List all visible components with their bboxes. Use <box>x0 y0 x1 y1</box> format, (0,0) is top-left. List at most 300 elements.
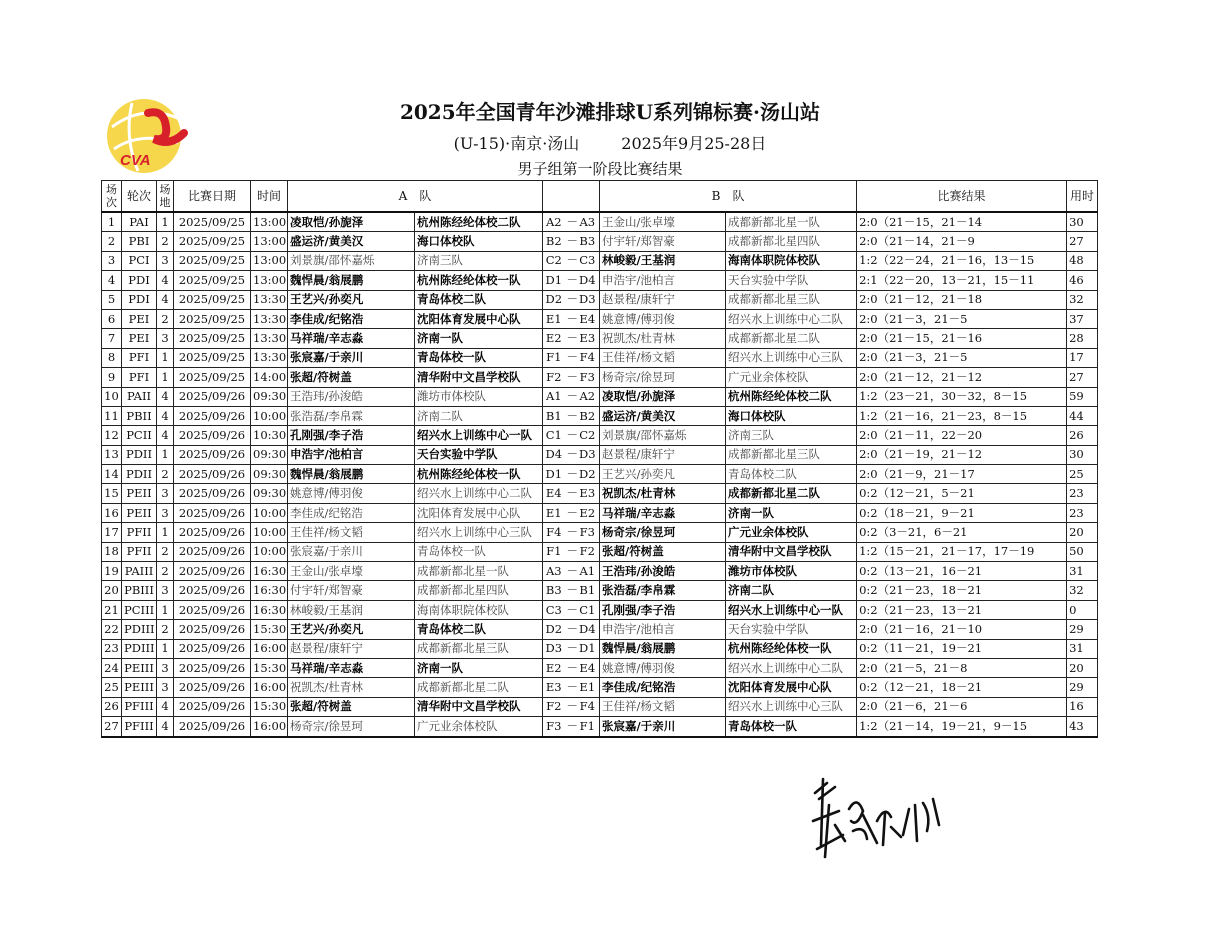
team-b-name: 海口体校队 <box>726 406 857 425</box>
team-b-name: 天台实验中学队 <box>726 271 857 290</box>
round: PAII <box>122 387 157 406</box>
team-a-name: 济南三队 <box>415 251 543 270</box>
team-b-code: E4 <box>576 309 600 328</box>
table-row <box>102 484 1098 503</box>
match-result: 0:2（12－21，18－21 <box>857 678 1067 697</box>
table-row <box>102 658 1098 677</box>
match-no: 20 <box>102 581 122 600</box>
table-row <box>102 503 1098 522</box>
match-result: 0:2（12－21，5－21 <box>857 484 1067 503</box>
team-b-players: 王金山/张卓壕 <box>600 212 726 232</box>
round: PCIII <box>122 600 157 619</box>
court: 3 <box>157 581 174 600</box>
match-result: 2:0（21－15，21－14 <box>857 212 1067 232</box>
match-no: 17 <box>102 523 122 542</box>
team-a-code: D3 <box>543 639 565 658</box>
team-a-players: 申浩宇/池柏言 <box>288 445 415 464</box>
court: 2 <box>157 232 174 251</box>
page-title: 2025年全国青年沙滩排球U系列锦标赛·汤山站 <box>399 100 821 124</box>
court: 4 <box>157 426 174 445</box>
team-a-name: 杭州陈经纶体校一队 <box>415 465 543 484</box>
team-b-players: 付宇轩/郑智豪 <box>600 232 726 251</box>
match-date: 2025/09/26 <box>174 406 251 425</box>
vs-separator: － <box>565 348 576 367</box>
team-b-name: 青岛体校二队 <box>726 465 857 484</box>
match-duration: 20 <box>1067 658 1098 677</box>
round: PEII <box>122 484 157 503</box>
col-team-a: A 队 <box>288 181 543 213</box>
table-row <box>102 271 1098 290</box>
table-row <box>102 406 1098 425</box>
match-result: 2:0（21－14，21－9 <box>857 232 1067 251</box>
col-vs <box>543 181 600 213</box>
team-b-name: 绍兴水上训练中心一队 <box>726 600 857 619</box>
team-a-code: E4 <box>543 484 565 503</box>
team-a-code: B3 <box>543 581 565 600</box>
match-time: 10:00 <box>251 503 288 522</box>
team-a-code: D2 <box>543 620 565 639</box>
team-a-name: 济南一队 <box>415 658 543 677</box>
team-b-name: 成都新都北星三队 <box>726 445 857 464</box>
match-result: 1:2（22－24，21－16，13－15 <box>857 251 1067 270</box>
team-a-code: A3 <box>543 562 565 581</box>
team-b-name: 潍坊市体校队 <box>726 562 857 581</box>
match-date: 2025/09/25 <box>174 232 251 251</box>
team-a-name: 青岛体校一队 <box>415 348 543 367</box>
court: 2 <box>157 620 174 639</box>
court: 2 <box>157 309 174 328</box>
match-duration: 31 <box>1067 562 1098 581</box>
team-a-players: 张浩磊/李帛霖 <box>288 406 415 425</box>
court: 3 <box>157 678 174 697</box>
team-b-name: 成都新都北星二队 <box>726 484 857 503</box>
match-no: 24 <box>102 658 122 677</box>
team-a-code: F4 <box>543 523 565 542</box>
signature <box>805 765 950 860</box>
col-team-b: B 队 <box>600 181 857 213</box>
match-no: 25 <box>102 678 122 697</box>
team-b-name: 济南三队 <box>726 426 857 445</box>
match-time: 10:00 <box>251 406 288 425</box>
match-time: 13:30 <box>251 290 288 309</box>
team-b-players: 申浩宇/池柏言 <box>600 271 726 290</box>
team-b-name: 绍兴水上训练中心三队 <box>726 348 857 367</box>
team-b-players: 张宸嘉/于亲川 <box>600 717 726 737</box>
vs-separator: － <box>565 620 576 639</box>
team-a-players: 张宸嘉/于亲川 <box>288 348 415 367</box>
round: PDII <box>122 445 157 464</box>
team-a-name: 成都新都北星一队 <box>415 562 543 581</box>
match-date: 2025/09/25 <box>174 348 251 367</box>
team-b-code: E1 <box>576 678 600 697</box>
results-body <box>102 212 1098 737</box>
match-duration: 48 <box>1067 251 1098 270</box>
match-result: 0:2（11－21，19－21 <box>857 639 1067 658</box>
court: 3 <box>157 658 174 677</box>
team-a-code: E3 <box>543 678 565 697</box>
team-a-code: D4 <box>543 445 565 464</box>
vs-separator: － <box>565 309 576 328</box>
court: 1 <box>157 212 174 232</box>
team-a-players: 马祥瑞/辛志淼 <box>288 329 415 348</box>
team-a-players: 凌取恺/孙旎泽 <box>288 212 415 232</box>
vs-separator: － <box>565 581 576 600</box>
match-date: 2025/09/26 <box>174 678 251 697</box>
team-b-name: 成都新都北星二队 <box>726 329 857 348</box>
court: 3 <box>157 329 174 348</box>
match-no: 23 <box>102 639 122 658</box>
match-date: 2025/09/25 <box>174 271 251 290</box>
team-a-name: 沈阳体育发展中心队 <box>415 503 543 522</box>
vs-separator: － <box>565 251 576 270</box>
match-date: 2025/09/25 <box>174 251 251 270</box>
vs-separator: － <box>565 503 576 522</box>
team-b-code: D1 <box>576 639 600 658</box>
team-b-code: D3 <box>576 445 600 464</box>
match-duration: 30 <box>1067 445 1098 464</box>
team-b-code: A3 <box>576 212 600 232</box>
team-b-name: 成都新都北星四队 <box>726 232 857 251</box>
match-date: 2025/09/26 <box>174 620 251 639</box>
team-b-code: B2 <box>576 406 600 425</box>
round: PBI <box>122 232 157 251</box>
match-date: 2025/09/26 <box>174 387 251 406</box>
team-b-name: 绍兴水上训练中心三队 <box>726 697 857 716</box>
match-duration: 20 <box>1067 523 1098 542</box>
vs-separator: － <box>565 639 576 658</box>
team-a-code: A1 <box>543 387 565 406</box>
match-time: 13:00 <box>251 232 288 251</box>
vs-separator: － <box>565 387 576 406</box>
team-b-code: C2 <box>576 426 600 445</box>
vs-separator: － <box>565 562 576 581</box>
team-b-players: 王艺兴/孙奕凡 <box>600 465 726 484</box>
match-no: 2 <box>102 232 122 251</box>
team-b-players: 祝凯杰/杜青林 <box>600 329 726 348</box>
team-a-code: C2 <box>543 251 565 270</box>
vs-separator: － <box>565 290 576 309</box>
vs-separator: － <box>565 542 576 561</box>
vs-separator: － <box>565 678 576 697</box>
team-b-players: 姚意博/傅羽俊 <box>600 658 726 677</box>
match-result: 1:2（23－21，30－32，8－15 <box>857 387 1067 406</box>
match-duration: 37 <box>1067 309 1098 328</box>
round: PBII <box>122 406 157 425</box>
vs-separator: － <box>565 329 576 348</box>
court: 1 <box>157 523 174 542</box>
round: PDI <box>122 290 157 309</box>
subtitle-line <box>0 131 1210 154</box>
team-a-code: F3 <box>543 717 565 737</box>
team-b-code: A2 <box>576 387 600 406</box>
team-b-players: 林峻毅/王基润 <box>600 251 726 270</box>
match-no: 15 <box>102 484 122 503</box>
table-row <box>102 620 1098 639</box>
round: PDI <box>122 271 157 290</box>
team-a-code: F2 <box>543 697 565 716</box>
round: PCI <box>122 251 157 270</box>
table-row <box>102 251 1098 270</box>
match-time: 16:00 <box>251 639 288 658</box>
match-result: 2:0（21－12，21－12 <box>857 368 1067 387</box>
match-no: 10 <box>102 387 122 406</box>
team-a-name: 海南体职院体校队 <box>415 600 543 619</box>
round: PAI <box>122 212 157 232</box>
team-a-code: C3 <box>543 600 565 619</box>
match-no: 6 <box>102 309 122 328</box>
match-time: 15:30 <box>251 620 288 639</box>
team-a-players: 张超/符树盖 <box>288 368 415 387</box>
match-date: 2025/09/25 <box>174 212 251 232</box>
table-row <box>102 426 1098 445</box>
vs-separator: － <box>565 271 576 290</box>
team-a-players: 杨奇宗/徐昱珂 <box>288 717 415 737</box>
round: PAIII <box>122 562 157 581</box>
team-b-code: F1 <box>576 717 600 737</box>
team-b-code: C3 <box>576 251 600 270</box>
match-duration: 32 <box>1067 581 1098 600</box>
court: 1 <box>157 639 174 658</box>
match-no: 9 <box>102 368 122 387</box>
match-result: 1:2（21－16，21－23，8－15 <box>857 406 1067 425</box>
team-b-code: E4 <box>576 658 600 677</box>
team-b-code: E3 <box>576 484 600 503</box>
team-b-players: 杨奇宗/徐昱珂 <box>600 368 726 387</box>
table-row <box>102 523 1098 542</box>
round: PFII <box>122 542 157 561</box>
subtitle-location: (U-15)·南京·汤山 <box>453 134 580 153</box>
match-no: 4 <box>102 271 122 290</box>
table-row <box>102 329 1098 348</box>
round: PFI <box>122 368 157 387</box>
match-no: 3 <box>102 251 122 270</box>
team-b-players: 王佳祥/杨文韬 <box>600 348 726 367</box>
match-result: 1:2（15－21，21－17，17－19 <box>857 542 1067 561</box>
team-b-code: B1 <box>576 581 600 600</box>
vs-separator: － <box>565 484 576 503</box>
match-time: 10:00 <box>251 523 288 542</box>
team-a-players: 盛运济/黄美汉 <box>288 232 415 251</box>
match-result: 2:0（21－19，21－12 <box>857 445 1067 464</box>
team-b-code: D3 <box>576 290 600 309</box>
match-date: 2025/09/26 <box>174 445 251 464</box>
col-round: 轮次 <box>122 181 157 213</box>
match-date: 2025/09/25 <box>174 329 251 348</box>
match-duration: 44 <box>1067 406 1098 425</box>
col-time: 时间 <box>251 181 288 213</box>
team-b-code: E2 <box>576 503 600 522</box>
team-b-name: 广元业余体校队 <box>726 368 857 387</box>
col-result: 比赛结果 <box>857 181 1067 213</box>
court: 3 <box>157 251 174 270</box>
results-heading: 男子组第一阶段比赛结果 <box>517 160 683 178</box>
round: PEIII <box>122 678 157 697</box>
court: 1 <box>157 368 174 387</box>
round: PDIII <box>122 639 157 658</box>
table-row <box>102 697 1098 716</box>
table-row <box>102 542 1098 561</box>
match-date: 2025/09/26 <box>174 484 251 503</box>
match-no: 18 <box>102 542 122 561</box>
match-no: 13 <box>102 445 122 464</box>
team-b-name: 杭州陈经纶体校二队 <box>726 387 857 406</box>
col-date: 比赛日期 <box>174 181 251 213</box>
match-result: 0:2（21－23，13－21 <box>857 600 1067 619</box>
match-no: 11 <box>102 406 122 425</box>
match-duration: 32 <box>1067 290 1098 309</box>
match-no: 19 <box>102 562 122 581</box>
team-b-players: 孔刚强/李子浩 <box>600 600 726 619</box>
match-date: 2025/09/26 <box>174 426 251 445</box>
match-result: 2:0（21－3，21－5 <box>857 348 1067 367</box>
team-a-players: 李佳成/纪铭浩 <box>288 309 415 328</box>
team-a-name: 青岛体校二队 <box>415 620 543 639</box>
match-result: 1:2（21－14，19－21，9－15 <box>857 717 1067 737</box>
match-no: 21 <box>102 600 122 619</box>
team-a-name: 天台实验中学队 <box>415 445 543 464</box>
match-date: 2025/09/26 <box>174 600 251 619</box>
round: PFII <box>122 523 157 542</box>
round: PEII <box>122 503 157 522</box>
court: 1 <box>157 600 174 619</box>
match-no: 5 <box>102 290 122 309</box>
match-date: 2025/09/26 <box>174 465 251 484</box>
team-a-code: D1 <box>543 271 565 290</box>
table-row <box>102 368 1098 387</box>
match-duration: 50 <box>1067 542 1098 561</box>
team-b-name: 济南二队 <box>726 581 857 600</box>
team-a-code: B2 <box>543 232 565 251</box>
team-b-players: 赵景程/康轩宁 <box>600 290 726 309</box>
table-row <box>102 445 1098 464</box>
team-a-code: D2 <box>543 290 565 309</box>
team-b-name: 杭州陈经纶体校一队 <box>726 639 857 658</box>
table-row <box>102 348 1098 367</box>
match-time: 09:30 <box>251 465 288 484</box>
team-a-code: E2 <box>543 329 565 348</box>
match-duration: 17 <box>1067 348 1098 367</box>
court: 4 <box>157 406 174 425</box>
match-result: 2:0（21－6，21－6 <box>857 697 1067 716</box>
match-duration: 27 <box>1067 232 1098 251</box>
table-row <box>102 232 1098 251</box>
court: 4 <box>157 717 174 737</box>
team-b-code: A1 <box>576 562 600 581</box>
match-duration: 23 <box>1067 484 1098 503</box>
team-b-name: 济南一队 <box>726 503 857 522</box>
team-a-name: 杭州陈经纶体校二队 <box>415 212 543 232</box>
court: 3 <box>157 503 174 522</box>
match-date: 2025/09/26 <box>174 581 251 600</box>
team-a-players: 王佳祥/杨文韬 <box>288 523 415 542</box>
match-time: 16:30 <box>251 581 288 600</box>
match-no: 1 <box>102 212 122 232</box>
team-b-name: 天台实验中学队 <box>726 620 857 639</box>
match-time: 13:00 <box>251 271 288 290</box>
match-duration: 26 <box>1067 426 1098 445</box>
vs-separator: － <box>565 426 576 445</box>
team-a-players: 王浩玮/孙浚皓 <box>288 387 415 406</box>
table-row <box>102 717 1098 737</box>
team-b-players: 盛运济/黄美汉 <box>600 406 726 425</box>
vs-separator: － <box>565 717 576 737</box>
match-time: 09:30 <box>251 484 288 503</box>
team-b-players: 马祥瑞/辛志淼 <box>600 503 726 522</box>
team-b-name: 海南体职院体校队 <box>726 251 857 270</box>
round: PFI <box>122 348 157 367</box>
match-time: 09:30 <box>251 387 288 406</box>
match-duration: 27 <box>1067 368 1098 387</box>
team-a-code: A2 <box>543 212 565 232</box>
team-b-name: 绍兴水上训练中心二队 <box>726 309 857 328</box>
team-b-code: F2 <box>576 542 600 561</box>
match-duration: 28 <box>1067 329 1098 348</box>
match-date: 2025/09/25 <box>174 309 251 328</box>
team-a-name: 沈阳体育发展中心队 <box>415 309 543 328</box>
team-b-players: 张超/符树盖 <box>600 542 726 561</box>
team-a-name: 清华附中文昌学校队 <box>415 697 543 716</box>
team-b-name: 成都新都北星三队 <box>726 290 857 309</box>
match-duration: 43 <box>1067 717 1098 737</box>
team-a-name: 海口体校队 <box>415 232 543 251</box>
match-time: 16:00 <box>251 717 288 737</box>
team-a-name: 清华附中文昌学校队 <box>415 368 543 387</box>
match-time: 16:30 <box>251 562 288 581</box>
court: 2 <box>157 465 174 484</box>
match-duration: 59 <box>1067 387 1098 406</box>
team-b-players: 王浩玮/孙浚皓 <box>600 562 726 581</box>
round: PEI <box>122 309 157 328</box>
match-no: 26 <box>102 697 122 716</box>
team-a-players: 林峻毅/王基润 <box>288 600 415 619</box>
team-a-name: 济南一队 <box>415 329 543 348</box>
team-b-name: 青岛体校一队 <box>726 717 857 737</box>
court: 2 <box>157 562 174 581</box>
match-duration: 46 <box>1067 271 1098 290</box>
match-date: 2025/09/26 <box>174 658 251 677</box>
match-time: 16:00 <box>251 678 288 697</box>
team-a-code: F2 <box>543 368 565 387</box>
table-row <box>102 465 1098 484</box>
team-a-name: 杭州陈经纶体校一队 <box>415 271 543 290</box>
team-b-players: 魏悍晨/翁展鹏 <box>600 639 726 658</box>
table-row <box>102 387 1098 406</box>
table-row <box>102 290 1098 309</box>
match-no: 14 <box>102 465 122 484</box>
match-no: 22 <box>102 620 122 639</box>
team-b-code: C1 <box>576 600 600 619</box>
col-court: 场地 <box>157 181 174 213</box>
match-date: 2025/09/26 <box>174 542 251 561</box>
match-date: 2025/09/26 <box>174 503 251 522</box>
match-duration: 0 <box>1067 600 1098 619</box>
match-date: 2025/09/26 <box>174 562 251 581</box>
team-a-name: 绍兴水上训练中心三队 <box>415 523 543 542</box>
match-result: 2:0（21－5，21－8 <box>857 658 1067 677</box>
team-a-players: 张超/符树盖 <box>288 697 415 716</box>
court: 1 <box>157 348 174 367</box>
match-time: 15:30 <box>251 658 288 677</box>
match-time: 13:00 <box>251 251 288 270</box>
round: PDII <box>122 465 157 484</box>
match-result: 2:0（21－11，22－20 <box>857 426 1067 445</box>
match-no: 12 <box>102 426 122 445</box>
match-no: 16 <box>102 503 122 522</box>
results-table <box>101 180 1098 738</box>
match-date: 2025/09/25 <box>174 368 251 387</box>
team-b-code: D2 <box>576 465 600 484</box>
team-b-players: 赵景程/康轩宁 <box>600 445 726 464</box>
